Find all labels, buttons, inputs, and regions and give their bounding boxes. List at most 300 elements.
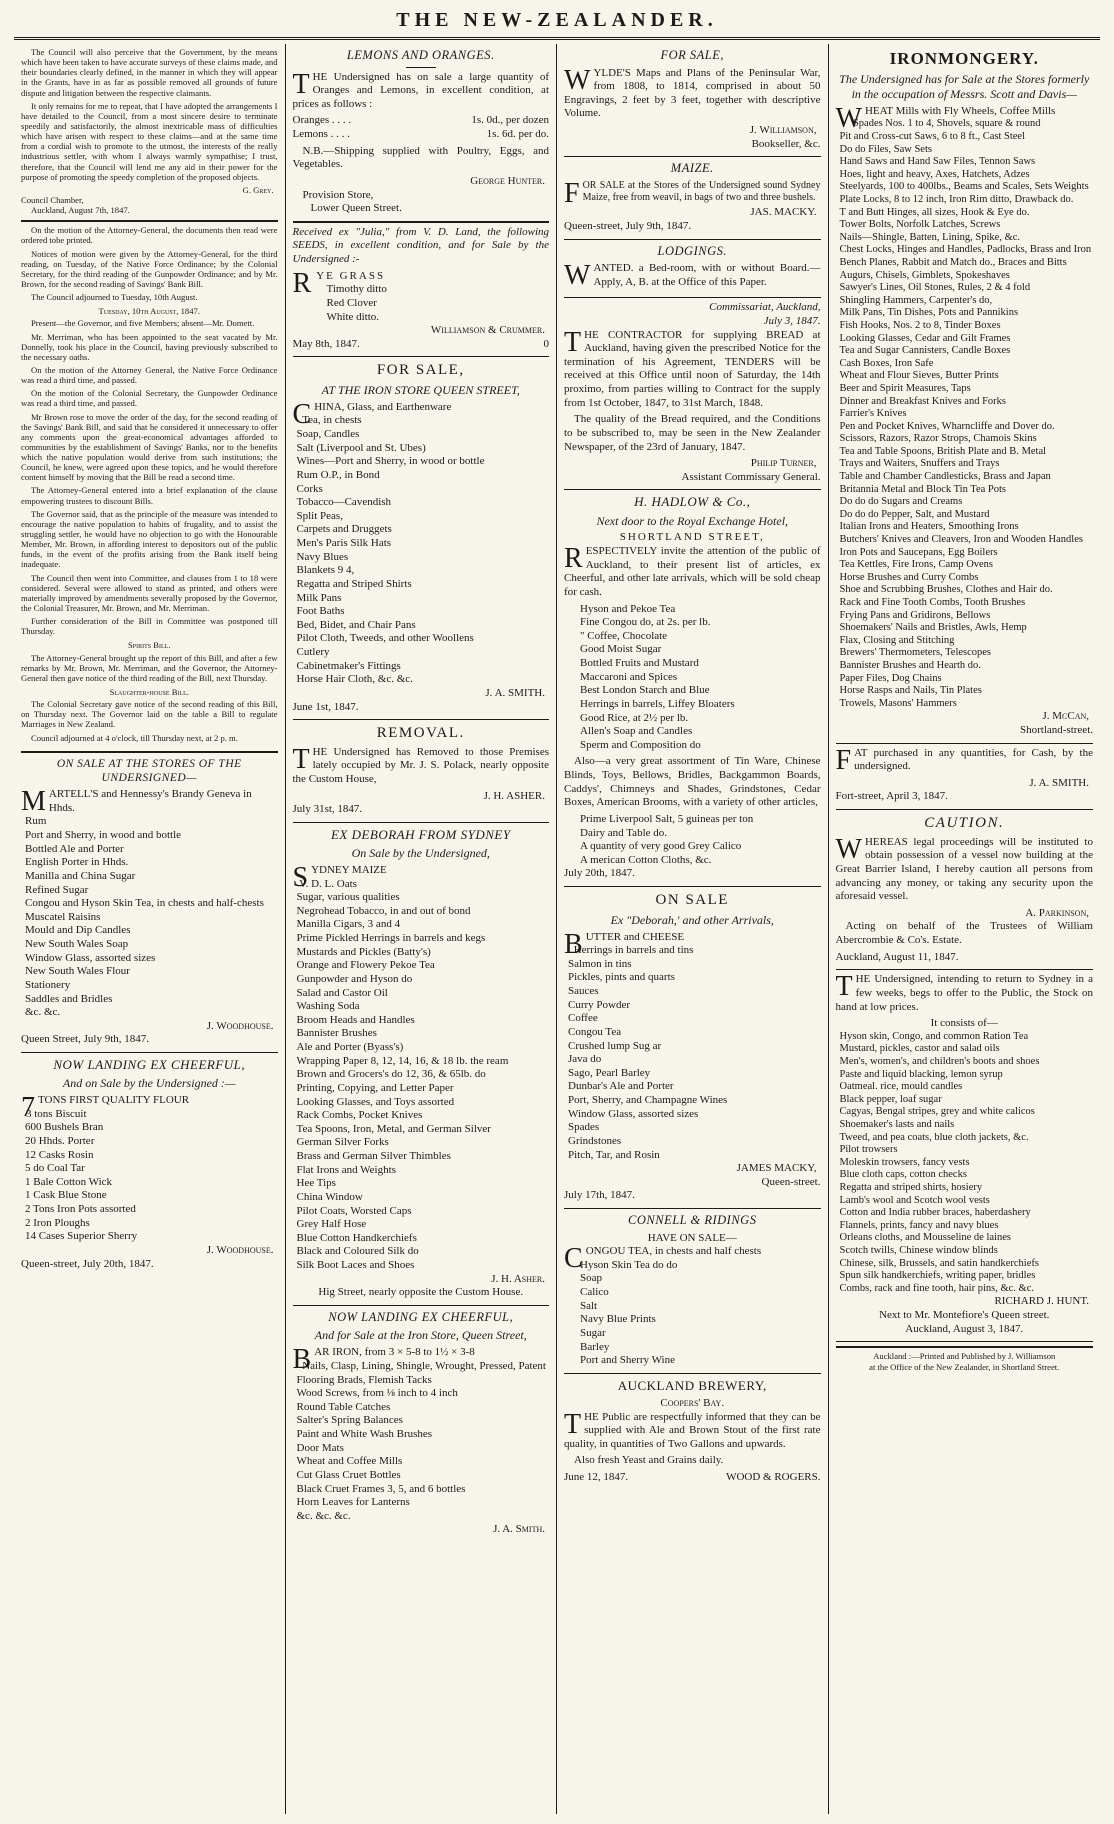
tuesday-para: Mr Brown rose to move the order of the day, for the second reading of the Savings' Bank Bill, and said that he considered it unnecessary to offer any comments upon the great-economical advantages afforded to communities by the establishment of Savings' Banks, nor to the benefits which the native population would derive from such institutions; the Council, he knew, were agreed upon these topics, and he would therefore content himself by moving that the Bill be read a second time. bbox=[21, 411, 278, 483]
list-item: Navy Blues bbox=[296, 550, 349, 563]
price-row bbox=[293, 128, 550, 142]
ad-signature: Williamson & Crummer. bbox=[430, 324, 545, 337]
ad-heading: FOR SALE, bbox=[660, 48, 725, 62]
list-item: Table and Chamber Candlesticks, Brass and Japan bbox=[839, 471, 1051, 483]
list-item: Horse Hair Cloth, &c. &c. bbox=[296, 673, 413, 686]
list-item: Blue Cotton Handkerchiefs bbox=[296, 1231, 417, 1244]
ad-signature: RICHARD J. HUNT. bbox=[994, 1295, 1089, 1308]
ad-heading: Received ex "Julia," from V. D. Land, the following SEEDS, in excellent condition, and for Sale by the Undersigned :- bbox=[292, 225, 549, 265]
ad-cheerful-flour bbox=[21, 1053, 278, 1276]
divider bbox=[406, 67, 436, 68]
council-place: Council Chamber, bbox=[21, 194, 84, 205]
list-item: Paper Files, Dog Chains bbox=[839, 672, 942, 684]
ad-subheading: And for Sale at the Iron Store, Queen Street, bbox=[314, 1328, 527, 1343]
list-item: Shoe and Scrubbing Brushes, Clothes and Hair do. bbox=[839, 584, 1053, 596]
list-item: Bench Planes, Rabbit and Match do., Braces and Bitts bbox=[839, 256, 1067, 268]
list-item: Iron Pots and Saucepans, Egg Boilers bbox=[839, 546, 998, 558]
ad-body: RESPECTIVELY invite the attention of the public of Auckland, to their present list of articles, ex Cheerful, and other late arrivals, which will be sold cheap for cash. bbox=[564, 543, 821, 598]
list-item: Corks bbox=[296, 482, 323, 495]
list-item: Scotch twills, Chinese window blinds bbox=[839, 1244, 998, 1256]
column-3 bbox=[557, 44, 829, 1814]
list-item: Tea Kettles, Fire Irons, Camp Ovens bbox=[839, 559, 994, 571]
list-item: Looking Glasses, Cedar and Gilt Frames bbox=[839, 332, 1011, 344]
list-item: Soap bbox=[580, 1272, 602, 1285]
ad-body: THE Undersigned has Removed to those Premises lately occupied by Mr. J. S. Polack, nearly opposite the Custom House, bbox=[292, 743, 549, 786]
list-item: Orange and Flowery Pekoe Tea bbox=[296, 959, 435, 972]
ad-footer-row bbox=[293, 338, 550, 352]
list-item: Spades Nos. 1 to 4, Shovels, square & round bbox=[852, 118, 1041, 130]
council-proceedings bbox=[21, 222, 278, 752]
list-item: Paint and White Wash Brushes bbox=[296, 1428, 433, 1441]
list-item: T and Butt Hinges, all sizes, Hook & Eye do. bbox=[839, 206, 1030, 218]
list-item: Cotton and India rubber braces, haberdashery bbox=[839, 1207, 1031, 1219]
list-item: Rack Combs, Pocket Knives bbox=[296, 1109, 423, 1122]
ad-address: Hig Street, nearly opposite the Custom House. bbox=[318, 1286, 524, 1299]
list-item: White ditto. bbox=[326, 310, 380, 323]
ad-address: Lower Queen Street. bbox=[310, 202, 402, 215]
list-item: Butchers' Knives and Cleavers, Iron and Wooden Handles bbox=[839, 534, 1083, 546]
ad-first-line: BUTTER and CHEESE bbox=[564, 928, 685, 960]
list-item: Salmon in tins bbox=[568, 957, 632, 970]
list-item: " Coffee, Chocolate bbox=[580, 629, 668, 642]
column-4 bbox=[829, 44, 1101, 1814]
price-value: 1s. 0d., per dozen bbox=[471, 114, 549, 127]
ad-heading: LEMONS AND ORANGES. bbox=[346, 48, 495, 62]
list-item: Pilot Coats, Worsted Caps bbox=[296, 1204, 412, 1217]
list-item: Manilla Cigars, 3 and 4 bbox=[296, 918, 401, 931]
ad-footer-row bbox=[564, 1471, 821, 1485]
ad-deborah bbox=[293, 823, 550, 1306]
ad-heading: AUCKLAND BREWERY, bbox=[617, 1377, 767, 1393]
list-item: Saddles and Bridles bbox=[25, 992, 113, 1005]
list-item: Sawyer's Lines, Oil Stones, Rules, 2 & 4 fold bbox=[839, 282, 1031, 294]
list-item: Mustard, pickles, castor and salad oils bbox=[839, 1043, 1000, 1055]
list-item: Calico bbox=[580, 1286, 609, 1299]
list-item: Broom Heads and Handles bbox=[296, 1013, 415, 1026]
ad-first-line: MARTELL'S and Hennessy's Brandy Geneva in Hhds. bbox=[21, 786, 252, 818]
ad-signature-title: Queen-street. bbox=[761, 1175, 821, 1188]
ad-signature: J. McCan, bbox=[1042, 710, 1089, 723]
list-item: Moleskin trowsers, fancy vests bbox=[839, 1156, 970, 1168]
ad-removal bbox=[293, 720, 550, 823]
ad-caution bbox=[836, 810, 1094, 970]
list-item: 20 Hhds. Porter bbox=[25, 1134, 95, 1147]
ad-heading: MAIZE. bbox=[670, 161, 714, 176]
ad-date: July 17th, 1847. bbox=[564, 1189, 635, 1202]
ad-item-list bbox=[293, 414, 550, 687]
list-item: Scissors, Razors, Razor Strops, Chamois Skins bbox=[839, 433, 1037, 445]
ad-first-line: 7TONS FIRST QUALITY FLOUR bbox=[21, 1092, 190, 1124]
list-item: Prime Pickled Herrings in barrels and kegs bbox=[296, 932, 486, 945]
list-item: Salad and Castor Oil bbox=[296, 986, 388, 999]
ad-maize bbox=[564, 157, 821, 239]
motion-para: Notices of motion were given by the Attorney-General, for the third reading, on Tuesday, of the Native Force Ordinance; by the Colonial Secretary, for the third reading of the Gunpowder Ordinance; and by Mr. Brown, for the second reading of Savings' Bank Bill. bbox=[21, 248, 278, 289]
list-item: Britannia Metal and Block Tin Tea Pots bbox=[839, 483, 1006, 495]
list-item: Bed, Bidet, and Chair Pans bbox=[296, 618, 416, 631]
list-item: Beer and Spirit Measures, Taps bbox=[839, 382, 971, 394]
ad-iron-store bbox=[293, 357, 550, 720]
list-item: 3 tons Biscuit bbox=[26, 1107, 87, 1120]
ad-item-list bbox=[564, 813, 821, 868]
list-item: Carpets and Druggets bbox=[296, 523, 392, 536]
tuesday-heading: Tuesday, 10th August, 1847. bbox=[98, 306, 200, 317]
list-item: Black Cruet Frames 3, 5, and 6 bottles bbox=[296, 1482, 466, 1495]
tuesday-para: Further consideration of the Bill in Committee was postponed till Thursday. bbox=[21, 616, 278, 637]
list-item: Best London Starch and Blue bbox=[580, 684, 710, 697]
list-item: Nails, Clasp, Lining, Shingle, Wrought, Pressed, Patent bbox=[302, 1359, 546, 1372]
ad-signature: J. A. SMITH. bbox=[485, 686, 545, 699]
ad-item-list bbox=[293, 1360, 550, 1524]
ad-signature: George Hunter. bbox=[470, 174, 545, 187]
ad-heading: ON SALE AT THE STORES OF THE UNDERSIGNED— bbox=[56, 757, 242, 784]
ad-first-line: CONGOU TEA, in chests and half chests bbox=[564, 1243, 762, 1275]
masthead: THE NEW-ZEALANDER. bbox=[14, 0, 1100, 40]
list-item: Frying Pans and Gridirons, Bellows bbox=[839, 609, 991, 621]
ad-heading: ON SALE bbox=[655, 892, 729, 909]
list-item: Pickles, pints and quarts bbox=[568, 971, 675, 984]
list-item: Tweed, and pea coats, blue cloth jackets, &c. bbox=[839, 1131, 1029, 1143]
list-item: Window Glass, assorted sizes bbox=[568, 1107, 699, 1120]
list-item: Nails—Shingle, Batten, Lining, Spike, &c. bbox=[839, 231, 1021, 243]
list-item: 600 Bushels Bran bbox=[25, 1121, 104, 1134]
ad-date: June 1st, 1847. bbox=[292, 700, 359, 713]
list-item: Pitch, Tar, and Rosin bbox=[568, 1148, 660, 1161]
list-item: Maccaroni and Spices bbox=[580, 670, 678, 683]
slaughter-heading: Slaughter-house Bill. bbox=[109, 687, 189, 698]
list-item: Cagyas, Bengal stripes, grey and white calicos bbox=[839, 1106, 1035, 1118]
list-item: Bottled Fruits and Mustard bbox=[580, 657, 699, 670]
list-item: Crushed lump Sug ar bbox=[568, 1039, 662, 1052]
list-item: Pit and Cross-cut Saws, 6 to 8 ft., Cast Steel bbox=[839, 131, 1025, 143]
list-item: 2 Tons Iron Pots assorted bbox=[25, 1203, 136, 1216]
list-item: Farrier's Knives bbox=[839, 408, 907, 420]
list-item: Sauces bbox=[568, 985, 599, 998]
list-item: Shoemaker's lasts and nails bbox=[839, 1118, 955, 1130]
ad-subheading: On Sale by the Undersigned, bbox=[351, 846, 490, 861]
ad-body: THE Undersigned, intending to return to Sydney in a few weeks, begs to offer to the Public, the Stock on hand at low prices. bbox=[835, 971, 1093, 1013]
ad-bar-iron bbox=[293, 1306, 550, 1542]
list-item: Negrohead Tobacco, in and out of bond bbox=[296, 904, 471, 917]
list-item: Tobacco—Cavendish bbox=[296, 496, 392, 509]
council-para: It only remains for me to repeat, that I have adopted the arrangements I have detailed to the Council, from a most sincere desire to terminate speedily and satisfactorily, the almost inextricable mass of difficulties which have arisen with respect to these claims—and at the same time from a cordial wish to promote to the utmost, the interests of the really industrious settler, with whom I always warmly sympathise; I trust, therefore, that the Council will lend me any aid in their power for the purpose of promoting the speedy completion of the proposed objects. bbox=[21, 100, 278, 182]
ad-heading: NOW LANDING EX CHEERFUL, bbox=[328, 1309, 514, 1324]
ad-brewery bbox=[564, 1374, 821, 1490]
price-value: 1s. 6d. per do. bbox=[486, 128, 549, 140]
ad-signature: J. H. ASHER. bbox=[483, 789, 545, 802]
ad-first-line: SYDNEY MAIZE bbox=[292, 861, 387, 893]
list-item: Port and Sherry, in wood and bottle bbox=[25, 829, 182, 842]
list-item: Tea, in chests bbox=[302, 414, 362, 427]
ad-note: N.B.—Shipping supplied with Poultry, Eggs, and Vegetables. bbox=[292, 144, 549, 171]
list-item: China Window bbox=[296, 1190, 363, 1203]
ad-item-list bbox=[836, 118, 1094, 710]
ad-connell bbox=[564, 1209, 821, 1374]
price-item: Lemons . . . . bbox=[292, 128, 350, 140]
list-item: Hee Tips bbox=[296, 1177, 336, 1190]
list-item: Do do do Sugars and Creams bbox=[839, 496, 963, 508]
list-item: Hoes, light and heavy, Axes, Hatchets, Adzes bbox=[839, 168, 1030, 180]
list-item: Herrings in barrels and tins bbox=[573, 944, 694, 957]
ad-lemons bbox=[293, 44, 550, 223]
column-1 bbox=[14, 44, 286, 1814]
ad-signature: J. Woodhouse. bbox=[206, 1019, 274, 1032]
ad-signature-title: Bookseller, &c. bbox=[751, 137, 821, 150]
list-item: Horn Leaves for Lanterns bbox=[296, 1496, 410, 1509]
list-item: Barley bbox=[580, 1340, 610, 1353]
list-item: Bannister Brushes bbox=[296, 1027, 377, 1040]
list-item: Coffee bbox=[568, 1012, 598, 1025]
ad-signature: Philip Turner, bbox=[750, 457, 817, 470]
list-item: Split Peas, bbox=[296, 509, 343, 522]
list-item: Cabinetmaker's Fittings bbox=[296, 659, 401, 672]
list-item: Hyson Skin Tea do do bbox=[580, 1258, 678, 1271]
ad-date: Queen-street, July 9th, 1847. bbox=[564, 219, 692, 232]
list-item: Salt bbox=[580, 1299, 598, 1312]
list-item: Gunpowder and Hyson do bbox=[296, 972, 413, 985]
list-item: Tea and Table Spoons, British Plate and B. Metal bbox=[839, 445, 1047, 457]
list-item: Tea and Sugar Cannisters, Candle Boxes bbox=[839, 345, 1011, 357]
list-item: Combs, rack and fine tooth, hair pins, &c. &c. bbox=[839, 1282, 1035, 1294]
list-item: Cutlery bbox=[296, 646, 330, 659]
list-item: Muscatel Raisins bbox=[25, 910, 101, 923]
list-item: Blue cloth caps, cotton checks bbox=[839, 1169, 967, 1181]
list-item: Allen's Soap and Candles bbox=[580, 725, 693, 738]
ad-heading: CONNELL & RIDINGS bbox=[628, 1213, 757, 1228]
council-report bbox=[21, 44, 278, 222]
ad-body: FAT purchased in any quantities, for Cash, by the undersigned. bbox=[835, 744, 1093, 776]
list-item: Trowels, Masons' Hammers bbox=[839, 697, 957, 709]
list-item: Orleans cloths, and Mousseline de laines bbox=[839, 1232, 1011, 1244]
list-item: Port and Sherry Wine bbox=[580, 1354, 675, 1367]
list-item: Men's Paris Silk Hats bbox=[296, 537, 392, 550]
list-item: Milk Pans bbox=[296, 591, 342, 604]
ad-date: July 20th, 1847. bbox=[564, 867, 635, 880]
ad-subheading: Coopers' Bay. bbox=[660, 1396, 725, 1409]
list-item: V. D. L. Oats bbox=[299, 877, 357, 890]
ad-lodgings bbox=[564, 240, 821, 299]
ad-signature-title: Acting on behalf of the Trustees of William Abercrombie & Co's. Estate. bbox=[835, 920, 1093, 947]
list-item: Sago, Pearl Barley bbox=[568, 1066, 651, 1079]
ad-wylde-maps bbox=[564, 44, 821, 157]
ad-item-list bbox=[564, 603, 821, 753]
ad-address: Provision Store, bbox=[302, 188, 374, 201]
list-item: Ale and Porter (Byass's) bbox=[296, 1041, 404, 1054]
ad-heading: FOR SALE, bbox=[376, 362, 465, 379]
ad-body: THE CONTRACTOR for supplying BREAD at Auckland, having given the prescribed Notice for the termination of his Agreement, TENDERS will be received at this Office until noon of Saturday, the 14th proximo, from parties willing to Contract for the supply from 1st October, 1847, to 31st March, 1848. bbox=[564, 326, 821, 409]
ad-item-list bbox=[21, 1108, 278, 1244]
list-item: New South Wales Flour bbox=[25, 965, 130, 978]
list-item: Bannister Brushes and Hearth do. bbox=[839, 659, 981, 671]
ad-heading: EX DEBORAH FROM SYDNEY bbox=[330, 826, 511, 842]
list-item: Wheat and Coffee Mills bbox=[296, 1455, 403, 1468]
list-item: Port, Sherry, and Champagne Wines bbox=[568, 1094, 728, 1107]
tuesday-para: The Attorney-General entered into a brief explanation of the clause empowering trustees to discount Bills. bbox=[21, 485, 278, 506]
list-item: Plate Locks, 8 to 12 inch, Iron Rim ditto, Drawback do. bbox=[839, 194, 1074, 206]
ad-body: THE Undersigned has on sale a large quantity of Oranges and Lemons, in excellent condition, at prices as follows : bbox=[292, 68, 549, 110]
ad-ironmongery bbox=[836, 44, 1094, 744]
list-item: Timothy ditto bbox=[326, 283, 387, 296]
slaughter-para: The Colonial Secretary gave notice of the second reading of this Bill, on Thursday next. The Governor laid on the table a Bill to regulate Marriages in New Zealand. bbox=[21, 699, 278, 730]
list-item: English Porter in Hhds. bbox=[25, 856, 129, 869]
spirits-heading: Spirits Bill. bbox=[128, 640, 171, 651]
tuesday-para: The Governor said, that as the principle of the measure was intended to encourage the native population to habits of frugality, and to assist the struggling settler, he would have no objection to go with the Honourable Member, Mr. Brown, in affording interest to depositors out of the public funds, in the event of the profits arising from the Bank itself being inadequate. bbox=[21, 508, 278, 570]
list-item: Pilot trowsers bbox=[839, 1144, 898, 1156]
list-item: Grindstones bbox=[568, 1134, 622, 1147]
ad-heading: NOW LANDING EX CHEERFUL, bbox=[53, 1057, 246, 1073]
ad-body: WANTED. a Bed-room, with or without Board.—Apply, A, B. at the Office of this Paper. bbox=[564, 260, 821, 292]
ad-commissariat bbox=[564, 298, 821, 490]
price-row bbox=[293, 114, 550, 128]
list-item: Manilla and China Sugar bbox=[25, 869, 136, 882]
list-item: Round Table Catches bbox=[296, 1400, 391, 1413]
ad-signature-title: Shortland-street. bbox=[1019, 723, 1093, 736]
list-item: Regatta and striped shirts, hosiery bbox=[839, 1181, 983, 1193]
council-signature: G. Grey. bbox=[242, 184, 274, 195]
list-item: Congou Tea bbox=[568, 1025, 622, 1038]
list-item: Refined Sugar bbox=[25, 883, 89, 896]
list-item: Sugar, various qualities bbox=[296, 891, 400, 904]
list-item: Stationery bbox=[25, 978, 71, 991]
list-item: New South Wales Soap bbox=[25, 938, 129, 951]
list-item: Dunbar's Ale and Porter bbox=[568, 1080, 674, 1093]
ad-body: The quality of the Bread required, and the Conditions to be subscribed to, may be seen in the New Zealander Newspaper, of the 23rd of January, 1847. bbox=[564, 413, 821, 453]
list-item: Bottled Ale and Porter bbox=[25, 842, 124, 855]
ad-subheading: HAVE ON SALE— bbox=[647, 1231, 737, 1244]
list-item: Horse Brushes and Curry Combs bbox=[839, 571, 979, 583]
list-item: Red Clover bbox=[326, 296, 377, 309]
tuesday-para: Mr. Merriman, who has been appointed to the seat vacated by Mr. Donnelly, took his place in the Council, having previously subscribed to the necessary oaths. bbox=[21, 331, 278, 362]
list-item: A merican Cotton Cloths, &c. bbox=[580, 853, 712, 866]
ad-body: WYLDE'S Maps and Plans of the Peninsular War, from 1808, to 1814, comprised in about 50 Engravings, 2 feet by 3 feet, together with descriptive Volume. bbox=[564, 64, 821, 120]
list-item: 2 Iron Ploughs bbox=[25, 1216, 90, 1229]
ad-first-line: WHEAT Mills with Fly Wheels, Coffee Mills bbox=[835, 102, 1056, 134]
list-item: Wood Screws, from ⅛ inch to 4 inch bbox=[296, 1387, 458, 1400]
ad-date: Fort-street, April 3, 1847. bbox=[835, 790, 948, 803]
list-item: Flooring Brads, Flemish Tacks bbox=[296, 1373, 432, 1386]
ad-heading: LODGINGS. bbox=[657, 243, 727, 258]
list-item: Looking Glasses, and Toys assorted bbox=[296, 1095, 455, 1108]
list-item: Curry Powder bbox=[568, 998, 631, 1011]
ad-address: Next to Mr. Montefiore's Queen street. bbox=[879, 1308, 1050, 1321]
ad-body: Also fresh Yeast and Grains daily. bbox=[574, 1454, 724, 1467]
ad-first-line: BAR IRON, from 3 × 5-8 to 1½ × 3-8 bbox=[292, 1344, 475, 1376]
list-item: Congou and Hyson Skin Tea, in chests and half-chests bbox=[25, 897, 264, 910]
tuesday-para: On the motion of the Attorney General, the Native Force Ordinance was read a third time, and passed. bbox=[21, 364, 278, 386]
list-item: Black pepper, loaf sugar bbox=[839, 1093, 942, 1105]
ad-hadlow bbox=[564, 490, 821, 887]
ad-item-list bbox=[21, 815, 278, 1019]
list-item: Grey Half Hose bbox=[296, 1218, 367, 1231]
list-item: Mould and Dip Candles bbox=[25, 924, 131, 937]
list-item: Fish Hooks, Nos. 2 to 8, Tinder Boxes bbox=[839, 319, 1001, 331]
ad-date: June 12, 1847. bbox=[564, 1471, 629, 1484]
ad-street: SHORTLAND STREET, bbox=[619, 531, 765, 544]
list-item: Lamb's wool and Scotch wool vests bbox=[839, 1194, 990, 1206]
list-item: Rum O.P., in Bond bbox=[296, 468, 380, 481]
ad-subheading: Next door to the Royal Exchange Hotel, bbox=[596, 513, 789, 528]
list-item: Brass and German Silver Thimbles bbox=[296, 1150, 451, 1163]
list-item: Shingling Hammers, Carpenter's do, bbox=[839, 294, 993, 306]
ad-date: Queen Street, July 9th, 1847. bbox=[21, 1033, 150, 1046]
ad-signature: J. Woodhouse. bbox=[206, 1243, 274, 1256]
list-item: Silk Boot Laces and Shoes bbox=[296, 1259, 415, 1272]
ad-signature: JAS. MACKY. bbox=[750, 206, 817, 219]
ad-first-line: RYE GRASS bbox=[292, 267, 386, 299]
list-item: Shoemakers' Nails and Bristles, Awls, Hemp bbox=[839, 622, 1027, 634]
list-item: Tea Spoons, Iron, Metal, and German Silver bbox=[296, 1122, 491, 1135]
ad-date: Auckland, August 11, 1847. bbox=[835, 950, 959, 963]
list-item: Sugar bbox=[580, 1326, 606, 1339]
list-item: 12 Casks Rosin bbox=[25, 1148, 94, 1161]
ad-first-line: CHINA, Glass, and Earthenware bbox=[292, 398, 452, 430]
ad-date: May 8th, 1847. bbox=[292, 337, 360, 350]
list-item: Do do Files, Saw Sets bbox=[839, 143, 932, 155]
list-item: Washing Soda bbox=[296, 1000, 360, 1013]
list-item: Dairy and Table do. bbox=[580, 826, 668, 839]
list-item: 14 Cases Superior Sherry bbox=[25, 1230, 138, 1243]
list-item: A quantity of very good Grey Calico bbox=[580, 840, 742, 853]
ad-body: Also—a very great assortment of Tin Ware, Chinese Blinds, Toys, Bellows, Bridles, Backgammon Boards, Caddys', Chimneys and Shades, Grindstones, Cedar Boxes, American Brooms, with a variety of other articles, bbox=[564, 755, 821, 809]
list-item: Brown and Grocers's do 12, 36, & 65lb. do bbox=[296, 1068, 486, 1081]
imprint-line: Auckland :—Printed and Published by J. Williamson bbox=[873, 1351, 1056, 1362]
ad-fat bbox=[836, 744, 1094, 811]
tuesday-para: The Council then went into Committee, and clauses from 1 to 18 were considered. Several were allowed to stand as printed, and others were materially improved by amendments severally proposed by the Governor, the Colonial Treasurer, Mr. Brown, and Mr. Merriman. bbox=[21, 572, 278, 614]
list-item: Salter's Spring Balances bbox=[296, 1414, 403, 1427]
list-item: Black and Coloured Silk do bbox=[296, 1245, 419, 1258]
ad-place: Commissariat, Auckland, bbox=[709, 301, 821, 314]
ad-signature: J. A. SMITH. bbox=[1029, 776, 1089, 789]
council-para: The Council will also perceive that the Government, by the means which have been taken to have accurate surveys of these claims made, and their boundaries clearly defined, in the manner in which they will appear in the Grants, have in as far as possible removed all grounds of future dispute and litigation between the respective claimants. bbox=[21, 47, 278, 98]
ad-subheading: The Undersigned has for Sale at the Stores formerly in the occupation of Messrs. Scott and Davis— bbox=[839, 72, 1090, 101]
list-item: Flax, Closing and Stitching bbox=[839, 634, 955, 646]
list-item: Prime Liverpool Salt, 5 guineas per ton bbox=[580, 812, 754, 825]
list-item: Chest Locks, Hinges and Handles, Padlocks, Brass and Iron bbox=[839, 244, 1092, 256]
ad-heading: REMOVAL. bbox=[376, 725, 465, 742]
list-item: Tower Bolts, Norfolk Latches, Screws bbox=[839, 219, 1001, 231]
list-item: Trays and Waiters, Snuffers and Trays bbox=[839, 458, 1000, 470]
ad-signature: WOOD & ROGERS. bbox=[726, 1471, 821, 1484]
slaughter-para: Council adjourned at 4 o'clock, till Thursday next, at 2 p. m. bbox=[31, 732, 238, 743]
list-item: Hyson skin, Congo, and common Ration Tea bbox=[839, 1030, 1029, 1042]
list-item: Spun silk handkerchiefs, writing paper, bridles bbox=[839, 1270, 1036, 1282]
ad-body: WHEREAS legal proceedings will be instituted to obtain possession of a vessel now building at the Great Barrier Island, I hereby caution all persons from advancing any money, or taking any security upon the aforesaid vessel. bbox=[835, 833, 1093, 903]
ad-date: Queen-street, July 20th, 1847. bbox=[21, 1257, 154, 1270]
list-item: 1 Bale Cotton Wick bbox=[25, 1175, 113, 1188]
list-item: Door Mats bbox=[296, 1441, 344, 1454]
ad-item-list bbox=[293, 283, 550, 324]
list-item: Salt (Liverpool and St. Ubes) bbox=[296, 441, 426, 454]
list-item: Cash Boxes, Iron Safe bbox=[839, 357, 934, 369]
list-item: Dinner and Breakfast Knives and Forks bbox=[839, 395, 1007, 407]
ad-date: Auckland, August 3, 1847. bbox=[905, 1322, 1024, 1335]
imprint-footer bbox=[836, 1346, 1094, 1372]
list-item: Good Moist Sugar bbox=[580, 643, 662, 656]
list-item: &c. &c. &c. bbox=[296, 1509, 351, 1522]
list-item: Sperm and Composition do bbox=[580, 738, 701, 751]
ad-subheading: And on Sale by the Undersigned :— bbox=[62, 1076, 236, 1091]
ad-subheading: Ex "Deborah,' and other Arrivals, bbox=[610, 912, 774, 927]
list-item: Pen and Pocket Knives, Wharncliffe and Dover do. bbox=[839, 420, 1055, 432]
list-item: Printing, Copying, and Letter Paper bbox=[296, 1081, 454, 1094]
list-item: Wheat and Flour Sieves, Butter Prints bbox=[839, 370, 999, 382]
columns bbox=[14, 44, 1100, 1814]
list-item: Good Rice, at 2½ per lb. bbox=[580, 711, 689, 724]
list-item: Brewers' Thermometers, Telescopes bbox=[839, 647, 992, 659]
ad-body: THE Public are respectfully informed that they can be supplied with Ale and Brown Stout of the first rate quality, in quantities of Two Gallons and upwards. bbox=[564, 1408, 821, 1450]
ad-item-list bbox=[836, 1031, 1094, 1295]
list-item: German Silver Forks bbox=[296, 1136, 389, 1149]
list-item: Java do bbox=[568, 1053, 602, 1066]
